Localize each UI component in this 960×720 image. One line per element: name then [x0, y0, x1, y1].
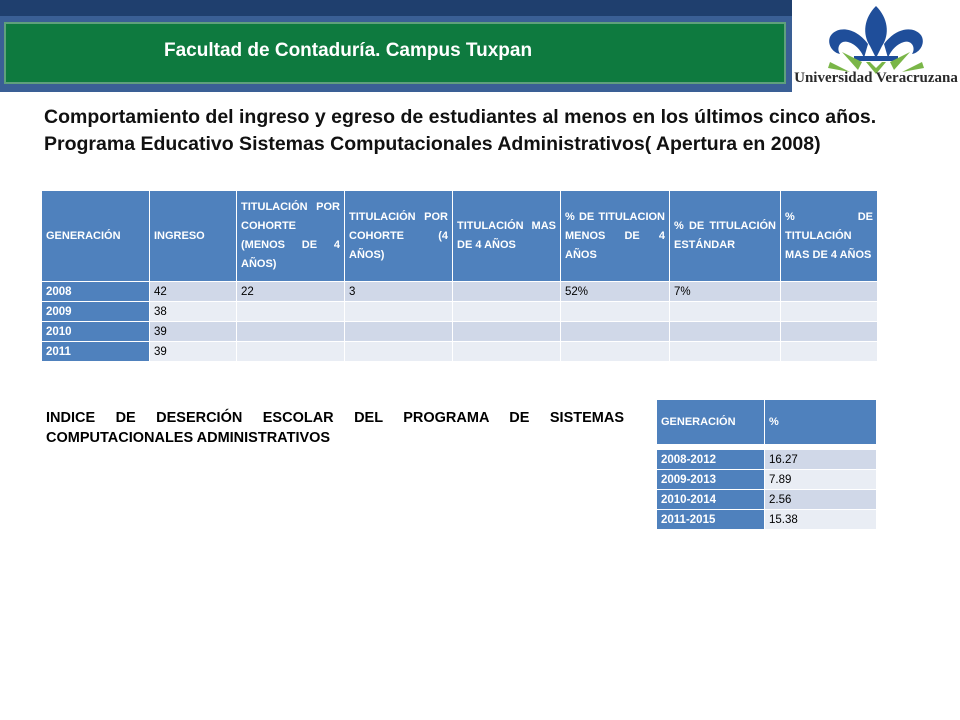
header-top-strip	[0, 0, 792, 16]
table-cell	[781, 342, 878, 362]
table-cell: 3	[345, 282, 453, 302]
table-cell: 2009-2013	[657, 470, 765, 490]
column-header: GENERACIÓN	[42, 191, 150, 282]
table-cell	[561, 322, 670, 342]
column-header: %	[765, 400, 877, 445]
table-cell: 39	[150, 322, 237, 342]
titulacion-table	[41, 190, 878, 362]
table-cell: 2011-2015	[657, 510, 765, 530]
table-cell	[561, 302, 670, 322]
table-cell	[237, 302, 345, 322]
table-cell	[453, 342, 561, 362]
page-heading: Comportamiento del ingreso y egreso de estudiantes al menos en los últimos cinco años. Programa Educativo Sistemas Computacionales Administrativos( Apertura en 2008)	[44, 106, 877, 155]
column-header: TITULACIÓN POR COHORTE (4 AÑOS)	[345, 191, 453, 282]
table-cell: 38	[150, 302, 237, 322]
table-cell: 39	[150, 342, 237, 362]
table-cell: 2008-2012	[657, 450, 765, 470]
table-cell	[670, 342, 781, 362]
column-header: % DE TITULACIÓN MAS DE 4 AÑOS	[781, 191, 878, 282]
column-header: GENERACIÓN	[657, 400, 765, 445]
table-cell	[345, 322, 453, 342]
column-header: INGRESO	[150, 191, 237, 282]
table-cell	[561, 342, 670, 362]
table-cell	[670, 322, 781, 342]
table-cell: 7%	[670, 282, 781, 302]
desertion-title: INDICE DE DESERCIÓN ESCOLAR DEL PROGRAMA DE SISTEMAS COMPUTACIONALES ADMINISTRATIVOS	[46, 410, 624, 446]
table-row	[42, 322, 878, 342]
desertion-table	[656, 399, 877, 530]
table-row	[657, 470, 877, 490]
table-cell	[781, 302, 878, 322]
table-cell	[345, 302, 453, 322]
table-cell: 22	[237, 282, 345, 302]
table-cell	[781, 322, 878, 342]
table-row	[42, 282, 878, 302]
table-cell	[781, 282, 878, 302]
table-row	[657, 510, 877, 530]
table-cell: 2010	[42, 322, 150, 342]
column-header: TITULACIÓN MAS DE 4 AÑOS	[453, 191, 561, 282]
table-cell: 2.56	[765, 490, 877, 510]
table-cell: 52%	[561, 282, 670, 302]
table-cell: 15.38	[765, 510, 877, 530]
table-header-row	[42, 191, 878, 282]
table-cell: 42	[150, 282, 237, 302]
column-header: TITULACIÓN POR COHORTE (MENOS DE 4 AÑOS)	[237, 191, 345, 282]
column-header: % DE TITULACION MENOS DE 4 AÑOS	[561, 191, 670, 282]
table-row	[657, 450, 877, 470]
column-header: % DE TITULACIÓN ESTÁNDAR	[670, 191, 781, 282]
table-cell: 2011	[42, 342, 150, 362]
table-cell	[237, 342, 345, 362]
table-cell	[345, 342, 453, 362]
table-cell: 16.27	[765, 450, 877, 470]
table-cell: 2010-2014	[657, 490, 765, 510]
table-row	[42, 302, 878, 322]
table-cell	[453, 322, 561, 342]
table-row	[42, 342, 878, 362]
table-cell	[670, 302, 781, 322]
table-cell	[453, 302, 561, 322]
table-cell	[237, 322, 345, 342]
university-name: Universidad Veracruzana	[794, 70, 958, 86]
table-row	[657, 490, 877, 510]
table-cell: 7.89	[765, 470, 877, 490]
header-title: Facultad de Contaduría. Campus Tuxpan	[164, 40, 533, 61]
table-cell: 2008	[42, 282, 150, 302]
table-cell: 2009	[42, 302, 150, 322]
table-header-row	[657, 400, 877, 445]
table-cell	[453, 282, 561, 302]
